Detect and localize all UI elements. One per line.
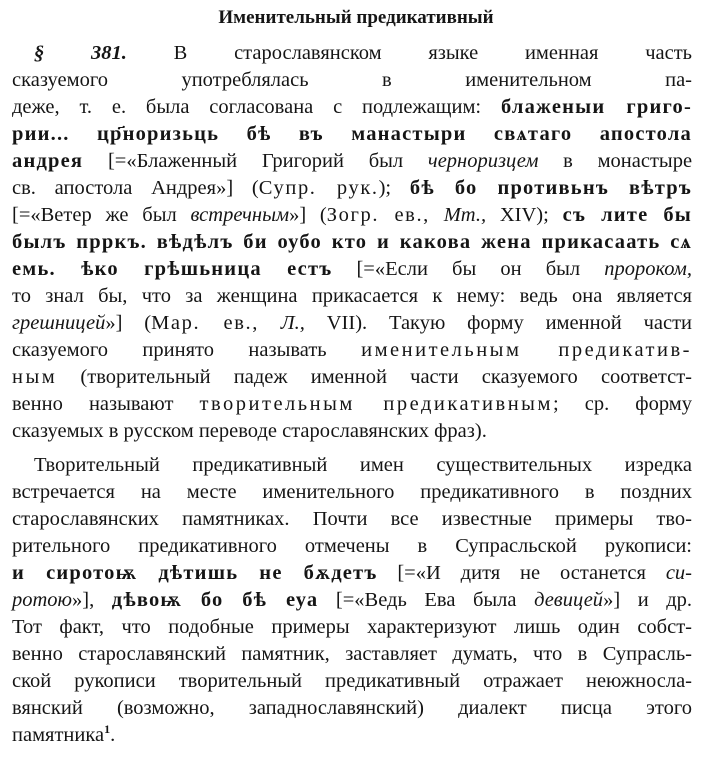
section-heading: Именительный предикативный bbox=[218, 7, 494, 28]
source-citation: Зогр. ев., bbox=[326, 204, 430, 226]
term: именительным предикатив- bbox=[361, 339, 692, 361]
section-number: § 381. bbox=[34, 42, 127, 64]
p1-line-4 bbox=[12, 121, 692, 148]
p2-line-2: встречается на месте именительного предикативного в поздних bbox=[12, 481, 692, 503]
old-slavonic-quote: и сиротоѭ дѣтишь не бѫдетъ bbox=[12, 562, 378, 584]
old-slavonic-quote: былъ прркъ. вѣдѣлъ би оубо кто и какова жена прикасаать сѧ bbox=[12, 231, 692, 253]
p1-line-8 bbox=[12, 229, 692, 256]
old-slavonic-quote: блаженыи григо- bbox=[500, 96, 692, 118]
p2-line-5: и сиротоѭ дѣтишь не бѫдетъ [=«И дитя не останется си- bbox=[12, 562, 693, 584]
p1-line-5: андрея [=«Блаженный Григорий был черноризцем в монастыре bbox=[12, 150, 693, 172]
old-slavonic-quote: рии... цр҃норизьць бѣ въ манастыри свѧтаго апостола bbox=[12, 123, 692, 145]
p1-line-9: емь. ѣко грѣшьница естъ [=«Если бы он был пророком, bbox=[12, 258, 692, 280]
p2-line-1: Творительный предикативный имен существительных изредка bbox=[34, 454, 692, 476]
term: творительным предикативным bbox=[199, 393, 553, 415]
p2-line-9: ской рукописи творительный предикативный отражает неюжносла- bbox=[12, 670, 692, 692]
p1-line-7: [=«Ветер же был встречным»] (Зогр. ев., Мт., XIV); съ лите бы bbox=[12, 204, 693, 226]
old-slavonic-quote: дѣвоѭ бо бѣ еуа bbox=[111, 589, 319, 611]
p1-line-15: сказуемых в русском переводе старославянских фраз). bbox=[12, 420, 487, 442]
p1-line-14: венно называют творительным предикативным; ср. форму bbox=[12, 393, 692, 415]
p1-line-3: деже, т. е. была согласована с подлежащим: блаженыи григо- bbox=[12, 96, 692, 118]
p1-line-12: сказуемого принято называть именительным предикатив- bbox=[12, 339, 692, 361]
footnote-marker: 1 bbox=[104, 722, 111, 737]
p2-line-4: рительного предикативного отмечены в Супрасльской рукописи: bbox=[12, 535, 692, 557]
p1-line-1: § 381. В старославянском языке именная часть bbox=[34, 42, 693, 64]
p2-line-8: венно старославянский памятник, заставляет думать, что в Супрасль- bbox=[12, 643, 692, 665]
p1-line-2: сказуемого употреблялась в именительном па- bbox=[12, 69, 692, 91]
p2-line-3: старославянских памятниках. Почти все известные примеры тво- bbox=[12, 508, 692, 530]
p1-line-11: грешницей»] (Мар. ев., Л., VII). Такую форму именной части bbox=[12, 312, 693, 334]
p1-line-10: то знал бы, что за женщина прикасается к нему: ведь она является bbox=[12, 285, 692, 307]
p2-line-10: вянский (возможно, западнославянский) диалект писца этого bbox=[12, 697, 692, 719]
source-citation: Мар. ев., bbox=[151, 312, 259, 334]
p2-line-7: Тот факт, что подобные примеры характеризуют лишь один собст- bbox=[12, 616, 692, 638]
p2-line-6: ротою»], дѣвоѭ бо бѣ еуа [=«Ведь Ева была девицей»] и др. bbox=[12, 589, 693, 611]
p1-line-13: ным (творительный падеж именной части сказуемого соответст- bbox=[12, 366, 692, 388]
source-citation: Супр. рук. bbox=[258, 177, 379, 199]
p1-line-6: св. апостола Андрея»] (Супр. рук.); бѣ бо противьнъ вѣтръ bbox=[12, 177, 693, 199]
p2-line-11: памятника$^1$. bbox=[12, 722, 116, 746]
